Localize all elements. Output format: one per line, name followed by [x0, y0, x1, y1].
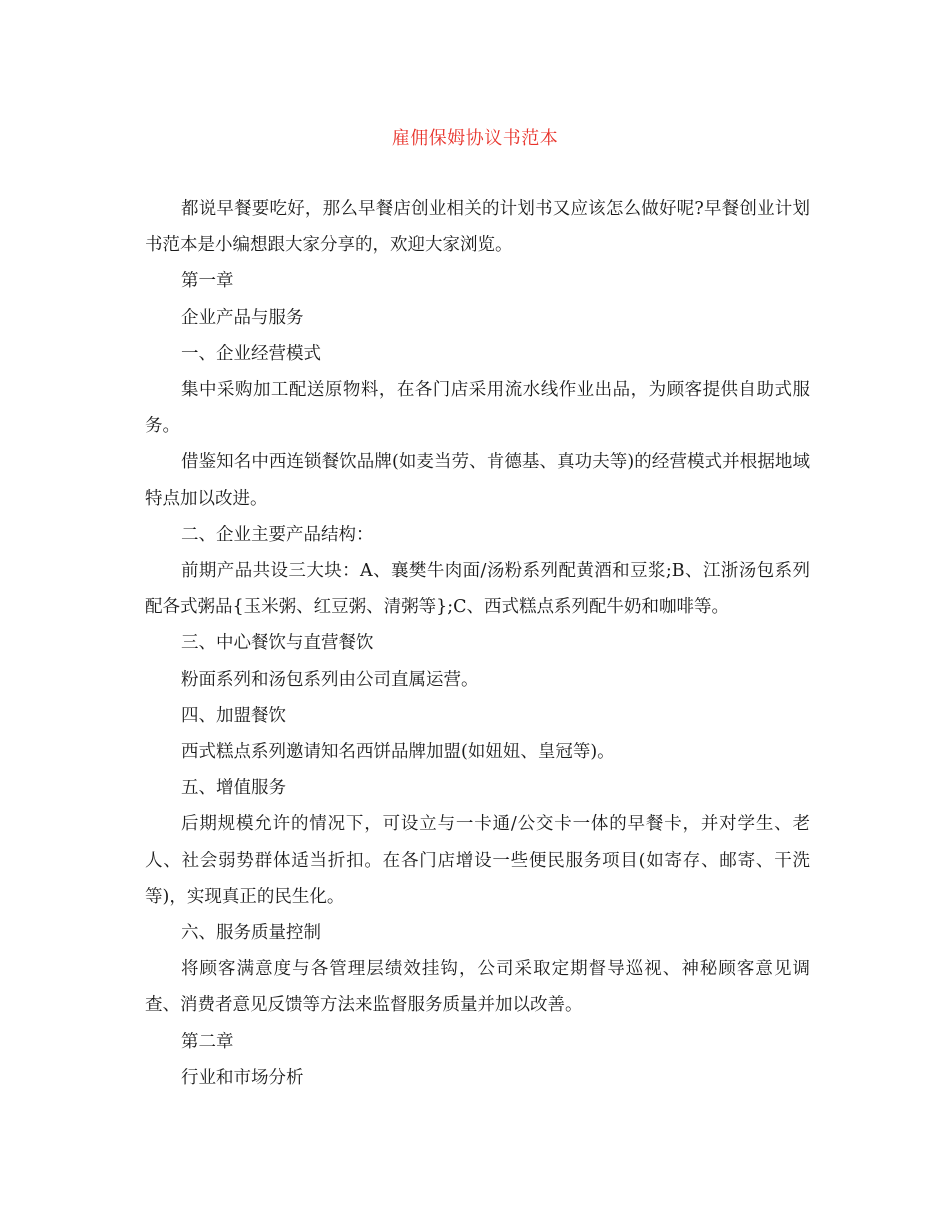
- chapter-title-2: 行业和市场分析: [181, 1067, 304, 1088]
- paragraph: 将顾客满意度与各管理层绩效挂钩，公司采取定期督导巡视、神秘顾客意见调查、消费者意见反馈等方法来监督服务质量并加以改善。: [145, 959, 810, 1016]
- section-heading: 五、增值服务: [181, 778, 286, 799]
- paragraph: 后期规模允许的情况下，可设立与一卡通/公交卡一体的早餐卡，并对学生、老人、社会弱势群体适当折扣。在各门店增设一些便民服务项目(如寄存、邮寄、干洗等)，实现真正的民生化。: [145, 814, 810, 907]
- section-heading: 四、加盟餐饮: [181, 705, 286, 726]
- paragraph: 前期产品共设三大块：A、襄樊牛肉面/汤粉系列配黄酒和豆浆;B、江浙汤包系列配各式粥品{玉米粥、红豆粥、清粥等};C、西式糕点系列配牛奶和咖啡等。: [145, 561, 810, 618]
- paragraph: 集中采购加工配送原物料，在各门店采用流水线作业出品，为顾客提供自助式服务。: [145, 380, 810, 437]
- section-heading: 三、中心餐饮与直营餐饮: [181, 633, 374, 654]
- paragraph: 借鉴知名中西连锁餐饮品牌(如麦当劳、肯德基、真功夫等)的经营模式并根据地域特点加以改进。: [145, 452, 810, 509]
- chapter-heading-1: 第一章: [181, 271, 234, 292]
- paragraph: 西式糕点系列邀请知名西饼品牌加盟(如妞妞、皇冠等)。: [181, 742, 615, 763]
- section-heading: 六、服务质量控制: [181, 923, 321, 944]
- chapter-heading-2: 第二章: [181, 1031, 234, 1052]
- paragraph-intro: 都说早餐要吃好，那么早餐店创业相关的计划书又应该怎么做好呢?早餐创业计划书范本是小编想跟大家分享的，欢迎大家浏览。: [145, 199, 810, 256]
- document-body: [145, 191, 810, 1096]
- section-heading: 一、企业经营模式: [181, 343, 321, 364]
- chapter-title-1: 企业产品与服务: [181, 307, 304, 328]
- section-heading: 二、企业主要产品结构：: [181, 524, 374, 545]
- paragraph: 粉面系列和汤包系列由公司直属运营。: [181, 669, 479, 690]
- document-title: 雇佣保姆协议书范本: [391, 128, 559, 149]
